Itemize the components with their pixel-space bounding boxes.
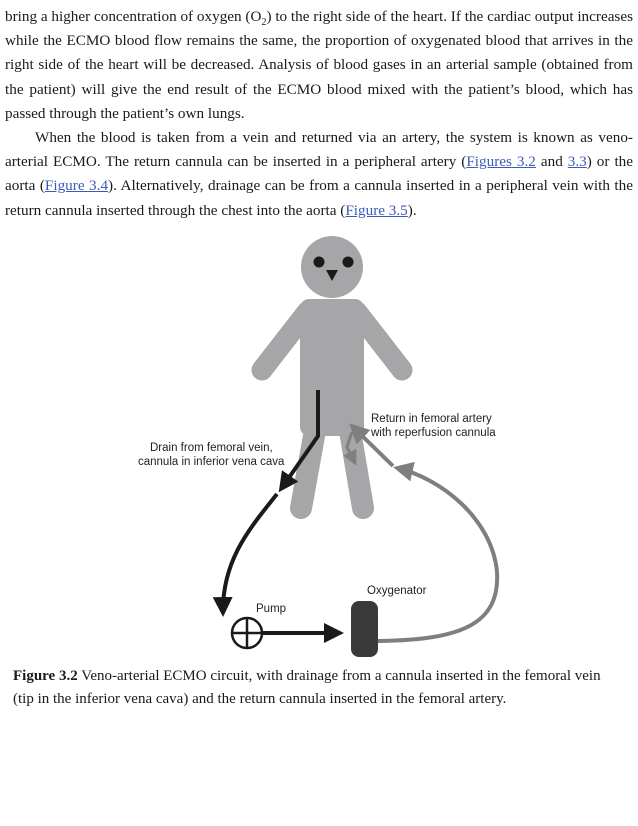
drain-label-line2: cannula in inferior vena cava (138, 456, 285, 468)
pump-icon (232, 618, 262, 648)
return-label-line1: Return in femoral artery (371, 413, 492, 425)
right-eye-icon (343, 257, 354, 268)
paragraph-text: ). Alternatively, drainage can be from a cannula inserted in a peripheral vein with the return cannula inserted through the chest into the aorta ( (5, 177, 633, 219)
figure-3-2-link[interactable]: Figures 3.2 (466, 153, 536, 171)
drain-circuit-line (223, 494, 277, 613)
figure-3-4-link[interactable]: Figure 3.4 (44, 177, 109, 195)
paragraph-text: ). (407, 201, 417, 219)
paragraph-text: ) or the aorta ( (5, 153, 633, 195)
paragraph-text: ) to the right side of the heart. If the cardiac output increases while the ECMO blood flow remains the same, the proportion of oxygenated blood that arrives in the right side of the heart will be decreased. Analysis of blood gases in an arterial sample (obtained from the patient) will give the end result of the ECMO blood mixed with the patient’s blood, which has passed through the patient’s own lungs. (5, 8, 633, 122)
paragraph-text: bring a higher concentration of oxygen (O (5, 8, 262, 25)
figure-3-3-link[interactable]: 3.3 (567, 153, 587, 171)
body-paragraph-1 (5, 5, 633, 126)
ecmo-circuit-figure (0, 232, 638, 662)
return-circuit-line (378, 468, 497, 641)
oxygenator-icon (351, 601, 378, 657)
figure-number: Figure 3.2 (13, 668, 78, 684)
left-eye-icon (314, 257, 325, 268)
caption-text: Veno-arterial ECMO circuit, with drainage from a cannula inserted in the femoral vein (tip in the inferior vena cava) and the return cannula inserted in the femoral artery. (13, 668, 601, 707)
figure-caption (13, 665, 625, 711)
oxygenator-label: Oxygenator (367, 585, 427, 597)
body-paragraph-2 (5, 126, 633, 223)
drain-label-line1: Drain from femoral vein, (150, 442, 273, 454)
paragraph-text: and (535, 153, 568, 171)
subscript: 2 (261, 17, 267, 29)
return-label-line2: with reperfusion cannula (371, 427, 496, 439)
paragraph-text: When the blood is taken from a vein and returned via an artery, the system is known as veno-arterial ECMO. The return cannula can be inserted in a peripheral artery ( (5, 129, 633, 171)
figure-3-5-link[interactable]: Figure 3.5 (345, 201, 408, 219)
pump-label: Pump (256, 603, 287, 615)
patient-left-leg (301, 425, 316, 508)
patient-head (301, 236, 363, 298)
